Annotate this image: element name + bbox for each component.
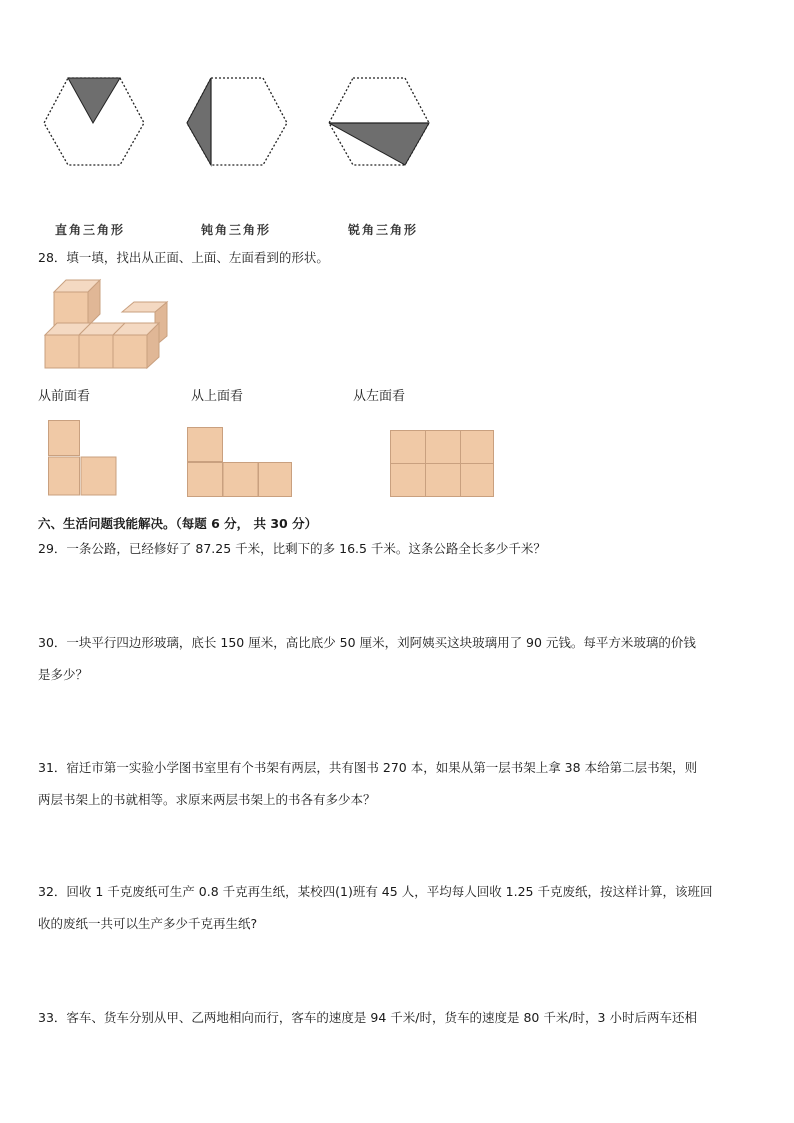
question-30-line-1: 30．一块平行四边形玻璃，底长 150 厘米，高比底少 50 厘米，刘阿姨买这块玻璃用了 90 元钱。每平方米玻璃的价钱 bbox=[38, 635, 696, 650]
hexagon-acute-triangle-figure bbox=[325, 75, 435, 170]
label-left-view: 从左面看 bbox=[353, 389, 406, 404]
question-29-line-1: 29．一条公路，已经修好了 87.25 千米，比剩下的多 16.5 千米。这条公路全长多少千米？ bbox=[38, 541, 546, 556]
cube-stack-figure bbox=[42, 278, 172, 370]
question-32-line-1: 32．回收 1 千克废纸可生产 0.8 千克再生纸，某校四(1)班有 45 人，平均每人回收 1.25 千克废纸，按这样计算，该班回 bbox=[38, 884, 713, 899]
caption-right-triangle: 直角三角形 bbox=[55, 223, 126, 237]
hexagon-obtuse-triangle-figure bbox=[183, 75, 293, 170]
caption-acute-triangle: 锐角三角形 bbox=[348, 223, 419, 237]
hexagon-right-triangle-figure bbox=[40, 75, 150, 170]
question-32-line-2: 收的废纸一共可以生产多少千克再生纸? bbox=[38, 916, 258, 931]
question-33-line-1: 33．客车、货车分别从甲、乙两地相向而行，客车的速度是 94 千米/时，货车的速度是 80 千米/时，3 小时后两车还相 bbox=[38, 1010, 697, 1025]
section-6-heading: 六、生活问题我能解决。（每题 6 分， 共 30 分） bbox=[38, 516, 318, 531]
question-28-text: 28．填一填，找出从正面、上面、左面看到的形状。 bbox=[38, 250, 329, 265]
top-view-shape bbox=[187, 427, 295, 499]
front-view-shape bbox=[48, 420, 118, 496]
label-front-view: 从前面看 bbox=[38, 389, 91, 404]
caption-obtuse-triangle: 钝角三角形 bbox=[201, 223, 272, 237]
question-31-line-1: 31．宿迁市第一实验小学图书室里有个书架有两层，共有图书 270 本，如果从第一层书架上拿 38 本给第二层书架，则 bbox=[38, 760, 698, 775]
question-31-line-2: 两层书架上的书就相等。求原来两层书架上的书各有多少本？ bbox=[38, 792, 376, 807]
label-top-view: 从上面看 bbox=[191, 389, 244, 404]
question-30-line-2: 是多少？ bbox=[38, 667, 89, 682]
left-view-shape bbox=[390, 430, 496, 498]
